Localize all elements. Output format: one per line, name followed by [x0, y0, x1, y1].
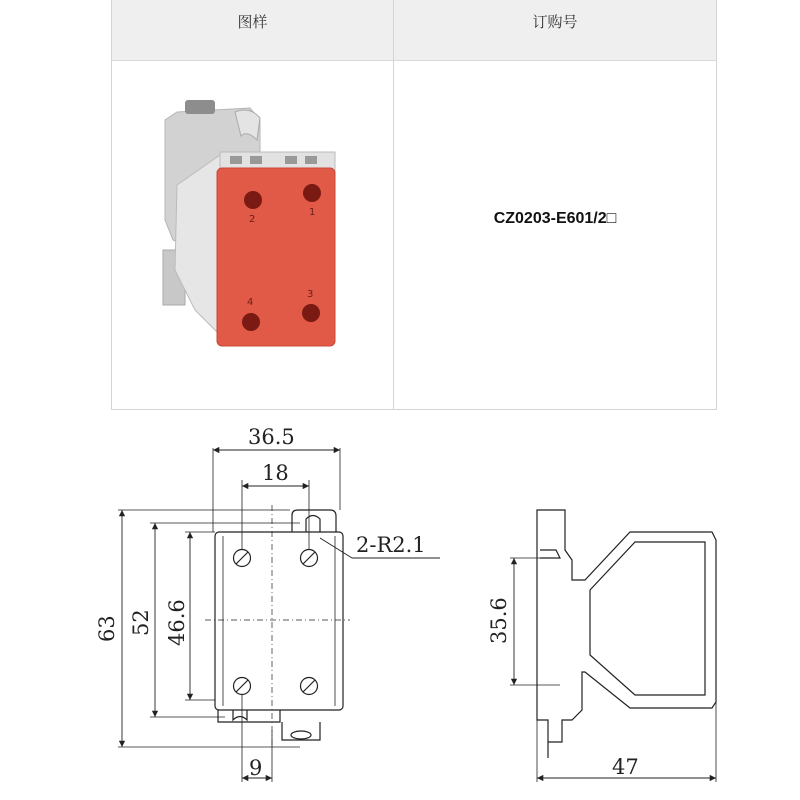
header-image: 图样 — [237, 13, 268, 31]
terminal-hole — [302, 304, 320, 322]
terminal-label: 3 — [307, 289, 314, 300]
dim-side-height: 35.6 — [487, 597, 511, 644]
dim-body-height: 52 — [129, 609, 153, 636]
terminal-label: 1 — [309, 207, 316, 218]
product-photo — [155, 100, 345, 360]
dim-hole-spacing-y: 46.6 — [165, 599, 189, 646]
dim-slot-radius: 2-R2.1 — [356, 533, 426, 557]
terminal-hole — [244, 191, 262, 209]
terminal-label: 2 — [249, 214, 256, 225]
dim-hole-spacing-x: 18 — [262, 461, 289, 485]
table-header — [112, 0, 716, 61]
dim-depth: 47 — [612, 755, 639, 779]
header-order-number: 订购号 — [532, 13, 578, 31]
dimension-drawing — [0, 410, 800, 800]
terminal-hole — [303, 184, 321, 202]
column-divider — [393, 0, 394, 409]
order-number: CZ0203-E601/2□ — [493, 210, 617, 227]
dim-height-overall: 63 — [95, 615, 119, 642]
dim-bottom-offset: 9 — [249, 756, 263, 780]
terminal-label: 4 — [247, 297, 254, 308]
dim-width-overall: 36.5 — [248, 425, 295, 449]
terminal-hole — [242, 313, 260, 331]
